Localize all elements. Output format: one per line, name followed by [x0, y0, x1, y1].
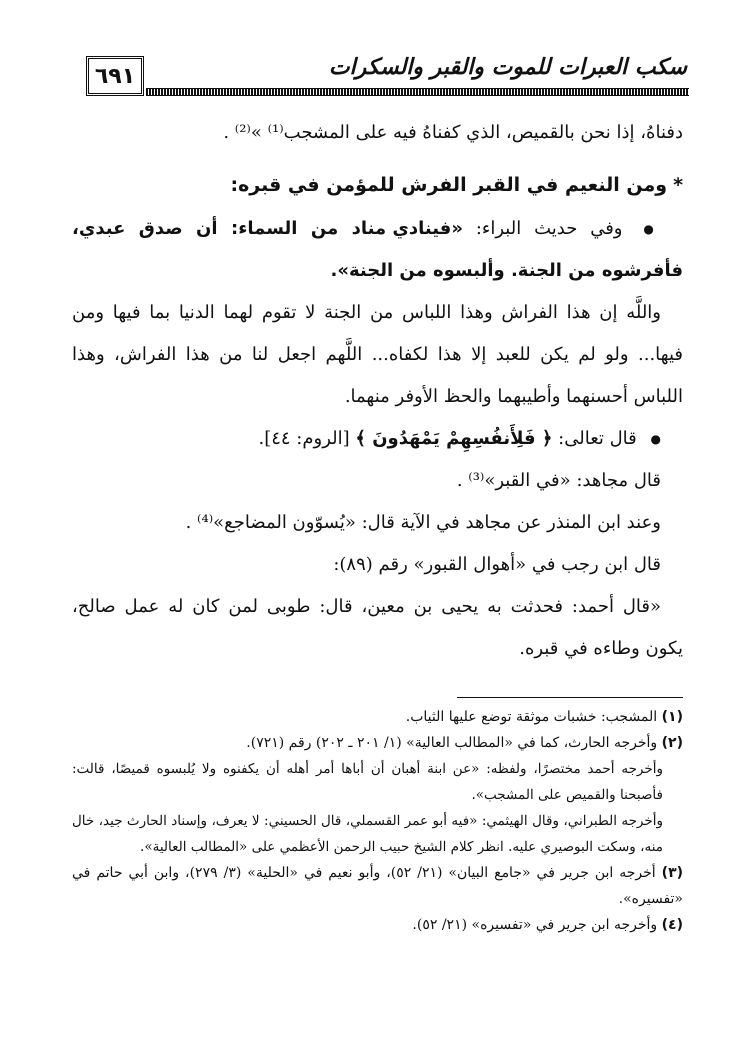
footnote-number: (٣) — [661, 865, 684, 881]
footnote-text: وأخرجه ابن جرير في «تفسيره» (٢١/ ٥٢). — [412, 917, 658, 933]
paragraph-hadith — [72, 208, 683, 292]
hadith-quote: «فينادي مناد من السماء: أن صدق عبدي، فأفرشوه من الجنة. وألبسوه من الجنة». — [72, 218, 683, 281]
paragraph-mujahid: قال مجاهد: «في القبر»⁽³⁾ . — [456, 470, 661, 491]
section-heading — [72, 164, 683, 206]
heading-mark: * — [673, 174, 683, 196]
paragraph-verse — [72, 418, 683, 460]
footnote-number: (٢) — [661, 735, 683, 751]
footnote-text: أخرجه ابن جرير في «جامع البيان» (٢١/ ٥٢)، وأبو نعيم في «الحلية» (٣/ ٢٧٩)، وابن أبي حاتم في «تفسيره». — [72, 865, 683, 907]
page-number: ٦٩١ — [86, 56, 144, 96]
paragraph-continuation: دفناهُ، إذا نحن بالقميص، الذي كفناهُ فيه على المشجب⁽¹⁾ »⁽²⁾ . — [223, 122, 683, 143]
verse-reference: [الروم: ٤٤]. — [258, 428, 350, 449]
footnotes — [72, 704, 683, 938]
footnote-separator — [457, 697, 683, 698]
quran-verse: ﴿ فَلِأَنفُسِهِمْ يَمْهَدُونَ ﴾ — [355, 428, 553, 449]
footnote-number: (١) — [661, 709, 683, 725]
main-text — [72, 112, 683, 670]
running-header-title: سكب العبرات للموت والقبر والسكرات — [328, 55, 687, 80]
hadith-lead: وفي حديث البراء: — [475, 218, 623, 239]
paragraph-ahmad-quote: «قال أحمد: فحدثت به يحيى بن معين، قال: طوبى لمن كان له عمل صالح، يكون وطاءه في قبره. — [72, 596, 683, 659]
paragraph-ibn-rajab: قال ابن رجب في «أهوال القبور» رقم (٨٩): — [333, 554, 661, 575]
verse-lead: قال تعالى: — [558, 428, 637, 449]
footnote-2-continuation: وأخرجه الطبراني، وقال الهيثمي: «فيه أبو عمر القسملي، قال الحسيني: لا يعرف، وإسناد الحارث جيد، خال منه، وسكت البوصيري عليه. انظر كلام الشيخ حبيب الرحمن الأعظمي على «المطالب العالية». — [72, 813, 663, 855]
footnote-1 — [72, 704, 683, 730]
section-heading-text: ومن النعيم في القبر الفرش للمؤمن في قبره: — [230, 174, 668, 196]
footnote-4 — [72, 912, 683, 938]
footnote-2 — [72, 730, 683, 756]
footnote-3 — [72, 860, 683, 912]
paragraph-ibn-mundhir: وعند ابن المنذر عن مجاهد في الآية قال: «يُسوّون المضاجع»⁽⁴⁾ . — [185, 512, 661, 533]
footnote-text: وأخرجه الحارث، كما في «المطالب العالية» (١/ ٢٠١ ـ ٢٠٢) رقم (٧٢١). — [246, 735, 658, 751]
header-rule — [146, 88, 689, 96]
footnote-number: (٤) — [661, 917, 683, 933]
paragraph-commentary: واللَّه إن هذا الفراش وهذا اللباس من الجنة لا تقوم لهما الدنيا بما فيها ومن فيها... ولو لم يكن للعبد إلا هذا لكفاه... اللَّهم اجعل لنا من هذا الفراش، وهذا اللباس أحسنهما وأطيبهما والحظ الأوفر منهما. — [72, 302, 683, 407]
footnote-text: المشجب: خشبات موثقة توضع عليها الثياب. — [405, 709, 658, 725]
footnote-2-continuation: وأخرجه أحمد مختصرًا، ولفظه: «عن ابنة أهبان أن أباها أمر أهله أن يكفنوه ولا يُلبسوه قميصًا، قالت: فأصبحنا والقميص على المشجب». — [72, 761, 663, 803]
